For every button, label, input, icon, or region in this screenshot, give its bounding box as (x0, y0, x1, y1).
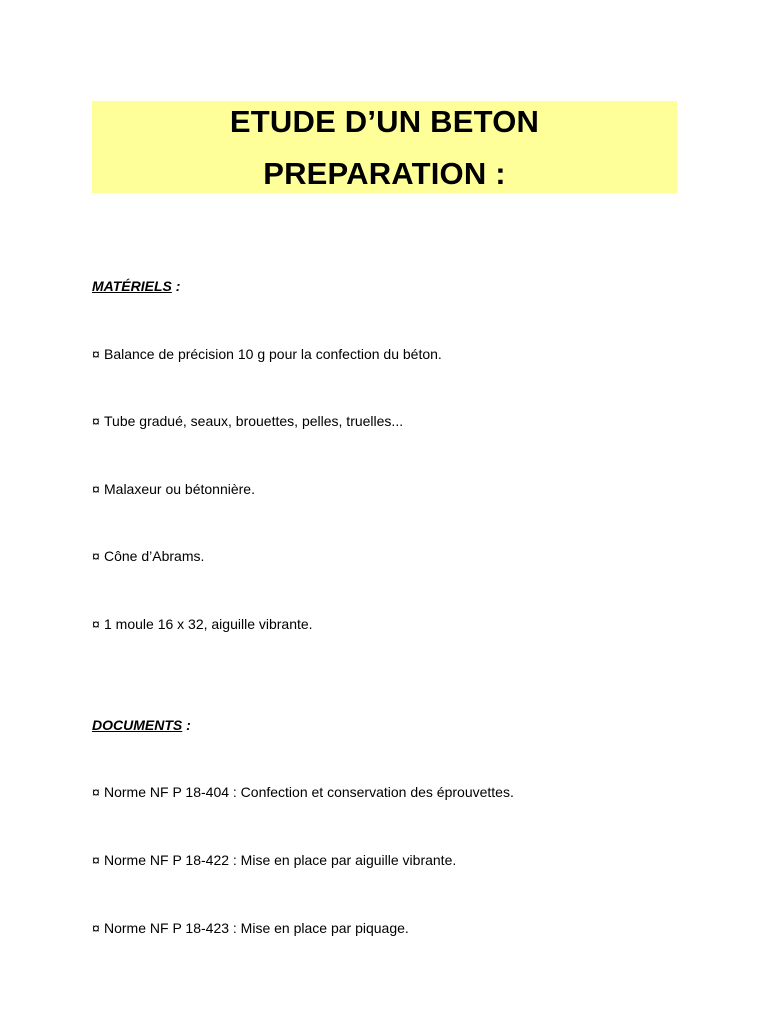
list-item-text: Malaxeur ou bétonnière. (104, 481, 255, 497)
bullet-icon: ¤ (92, 481, 100, 497)
list-item (92, 345, 442, 363)
list-item-text: Norme NF P 18-404 : Confection et conservation des éprouvettes. (104, 784, 514, 800)
list-item-text: Tube gradué, seaux, brouettes, pelles, truelles... (104, 413, 404, 429)
bullet-icon: ¤ (92, 852, 100, 868)
list-item-text: Cône d’Abrams. (104, 548, 205, 564)
bullet-icon: ¤ (92, 920, 100, 936)
list-item-text: 1 moule 16 x 32, aiguille vibrante. (104, 616, 313, 632)
materiels-heading-label: MATÉRIELS (92, 278, 172, 294)
list-item-text: Norme NF P 18-422 : Mise en place par aiguille vibrante. (104, 852, 457, 868)
list-item (92, 919, 409, 937)
bullet-icon: ¤ (92, 413, 100, 429)
materiels-heading (92, 277, 180, 295)
document-title: ETUDE D’UN BETON (229, 104, 540, 139)
bullet-icon: ¤ (92, 616, 100, 632)
materiels-heading-colon: : (171, 278, 181, 294)
bullet-icon: ¤ (92, 346, 100, 362)
list-item (92, 480, 255, 498)
list-item (92, 412, 403, 430)
document-subtitle: PREPARATION : (263, 156, 506, 191)
documents-heading-colon: : (182, 717, 191, 733)
bullet-icon: ¤ (92, 784, 100, 800)
list-item (92, 851, 456, 869)
list-item (92, 547, 204, 565)
bullet-icon: ¤ (92, 548, 100, 564)
list-item-text: Balance de précision 10 g pour la confection du béton. (104, 346, 442, 362)
list-item (92, 783, 514, 801)
title-banner (92, 101, 677, 193)
documents-heading-label: DOCUMENTS (92, 717, 183, 733)
list-item-text: Norme NF P 18-423 : Mise en place par piquage. (104, 920, 409, 936)
documents-heading (92, 716, 191, 734)
list-item (92, 615, 313, 633)
